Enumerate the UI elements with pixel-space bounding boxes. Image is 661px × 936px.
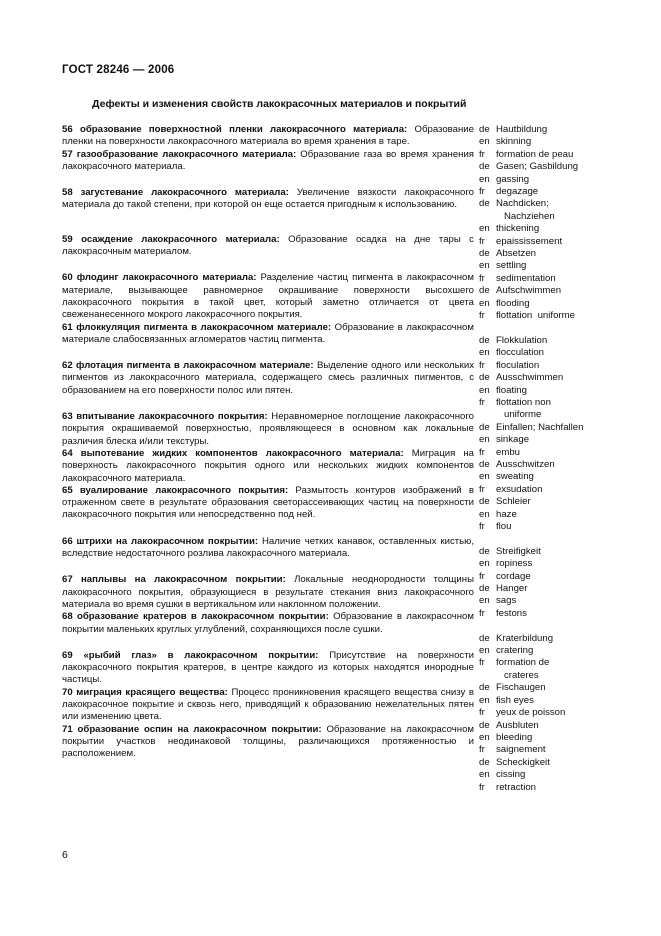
- term-line: [479, 236, 609, 248]
- term-text: Kraterbildung: [496, 632, 554, 644]
- entry-65: [62, 485, 474, 522]
- language-code: de: [479, 496, 490, 508]
- term: 68 образование кратеров в лакокрасочном покрытии:: [62, 611, 329, 623]
- language-code: fr: [479, 272, 485, 284]
- term-line: [479, 260, 609, 272]
- entry-63: [62, 411, 474, 448]
- term-line: [479, 533, 609, 545]
- entry-57: [62, 149, 474, 174]
- term-text: floculation: [496, 359, 540, 371]
- language-code: de: [479, 545, 490, 557]
- term-line: [479, 385, 609, 397]
- language-code: de: [479, 583, 490, 595]
- term: 58 загустевание лакокрасочного материала:: [62, 187, 289, 199]
- term-line: [479, 509, 609, 521]
- language-code: en: [479, 223, 490, 235]
- term-line: [479, 558, 609, 570]
- language-code: en: [479, 434, 490, 446]
- term: 66 штрихи на лакокрасочном покрытии:: [62, 535, 259, 547]
- language-code: fr: [479, 483, 485, 495]
- term-text: formation de peau: [496, 148, 574, 160]
- language-code: fr: [479, 657, 485, 669]
- language-code: fr: [479, 396, 485, 408]
- language-code: de: [479, 719, 490, 731]
- term-text: embu: [496, 446, 520, 458]
- term-line: [479, 571, 609, 583]
- language-code: en: [479, 471, 490, 483]
- term-text: uniforme: [496, 409, 542, 421]
- language-code: fr: [479, 570, 485, 582]
- language-code: de: [479, 458, 490, 470]
- entry-62: [62, 360, 474, 397]
- language-code: fr: [479, 707, 485, 719]
- entry-71: [62, 724, 474, 761]
- language-code: en: [479, 136, 490, 148]
- term-line: [479, 583, 609, 595]
- language-code: de: [479, 124, 490, 135]
- term-text: sweating: [496, 471, 534, 483]
- term-text: formation de: [496, 657, 550, 669]
- entry-58: [62, 187, 474, 212]
- term-text: Fischaugen: [496, 682, 546, 694]
- term-line: [479, 744, 609, 756]
- term-text: flooding: [496, 297, 530, 309]
- term-text: Absetzen: [496, 248, 537, 260]
- term-line: [479, 186, 609, 198]
- term-text: retraction: [496, 781, 536, 793]
- term-line: [479, 471, 609, 483]
- language-code: en: [479, 347, 490, 359]
- term: 59 осаждение лакокрасочного материала:: [62, 233, 280, 245]
- term-text: Schleier: [496, 496, 531, 508]
- term-line: [479, 397, 609, 409]
- definition: Образование в лакокрасочном покрытии маленьких круглых углублений, сохраняющихся после сушки.: [62, 611, 474, 635]
- term-text: haze: [496, 508, 517, 520]
- document-header: ГОСТ 28246 — 2006: [62, 64, 175, 76]
- term-line: [479, 124, 609, 136]
- language-code: de: [479, 682, 490, 694]
- term-text: saignement: [496, 744, 546, 756]
- entry-69: [62, 650, 474, 687]
- term: 65 вуалирование лакокрасочного покрытия:: [62, 484, 289, 496]
- language-code: fr: [479, 607, 485, 619]
- term-text: yeux de poisson: [496, 707, 566, 719]
- language-code: fr: [479, 744, 485, 756]
- term-line: [479, 732, 609, 744]
- entry-64: [62, 448, 474, 485]
- term: 67 наплывы на лакокрасочном покрытии:: [62, 574, 286, 586]
- term-line: [479, 496, 609, 508]
- language-code: de: [479, 632, 490, 644]
- term: 62 флотация пигмента в лакокрасочном материале:: [62, 360, 314, 372]
- term-line: [479, 720, 609, 732]
- term-text: flou: [496, 521, 512, 532]
- term-text: floating: [496, 384, 527, 396]
- term-line: [479, 136, 609, 148]
- entry-56: [62, 124, 474, 149]
- term-line: [479, 273, 609, 285]
- definition: Образование пленки на поверхности лакокрасочного материала во время хранения в таре.: [62, 124, 474, 148]
- term-text: cordage: [496, 570, 531, 582]
- term-text: degazage: [496, 186, 539, 198]
- term: 60 флодинг лакокрасочного материала:: [62, 272, 257, 284]
- language-code: de: [479, 248, 490, 260]
- definition: Образование осадка на дне тары с лакокрасочным материалом.: [62, 233, 474, 258]
- language-code: en: [479, 769, 490, 781]
- entry-60: [62, 272, 474, 321]
- term-line: [479, 149, 609, 161]
- term-text: skinning: [496, 136, 532, 148]
- language-code: en: [479, 297, 490, 309]
- term-text: Nachdicken;: [496, 198, 549, 210]
- term-text: Ausschwitzen: [496, 458, 555, 470]
- definition: Миграция на поверхность лакокрасочного покрытия одного или нескольких жидких компонентов лакокрасочного материала.: [62, 447, 474, 484]
- term-line: [479, 372, 609, 384]
- term-line: [479, 633, 609, 645]
- term-text: exsudation: [496, 483, 543, 495]
- term-line: [479, 285, 609, 297]
- language-code: fr: [479, 781, 485, 793]
- entry-70: [62, 687, 474, 724]
- term-line: [479, 608, 609, 620]
- term-line: [479, 298, 609, 310]
- term-text: Ausbluten: [496, 719, 539, 731]
- term-line: [479, 782, 609, 794]
- term-text: Flokkulation: [496, 334, 548, 346]
- term: 64 выпотевание жидких компонентов лакокрасочного материала:: [62, 447, 404, 459]
- language-code: fr: [479, 148, 485, 160]
- term-text: settling: [496, 260, 527, 272]
- language-code: fr: [479, 359, 485, 371]
- term-text: Aufschwimmen: [496, 285, 562, 297]
- page-number: 6: [62, 849, 68, 861]
- definition: Неравномерное поглощение лакокрасочного покрытия окрашиваемой поверхностью, проявляющееся в основном как локальные различия блеска и/или текстуры.: [62, 411, 474, 447]
- term: 61 флоккуляция пигмента в лакокрасочном материале:: [62, 321, 332, 333]
- term-line: [479, 161, 609, 173]
- language-code: en: [479, 595, 490, 607]
- term-line: [479, 546, 609, 558]
- term-text: sedimentation: [496, 272, 556, 284]
- term-text: Nachziehen: [496, 210, 555, 222]
- term-text: Gasen; Gasbildung: [496, 161, 579, 173]
- term: 56 образование поверхностной пленки лакокрасочного материала:: [62, 124, 408, 135]
- language-code: en: [479, 731, 490, 743]
- term-line: [479, 409, 609, 421]
- entry-61: [62, 322, 474, 347]
- term-line: [479, 323, 609, 335]
- language-code: de: [479, 421, 490, 433]
- definition: Присутствие на поверхности лакокрасочного покрытия кратеров, в центре каждого из которых находятся инородные частицы.: [62, 649, 474, 686]
- definition: Образование газа во время хранения лакокрасочного материала.: [62, 148, 475, 172]
- term-text: Hautbildung: [496, 124, 548, 135]
- term-line: [479, 422, 609, 434]
- term-line: [479, 521, 609, 533]
- term-line: [479, 335, 609, 347]
- term-line: [479, 484, 609, 496]
- entry-67: [62, 574, 474, 611]
- term-line: [479, 198, 609, 210]
- definitions-column: [62, 124, 474, 760]
- term-line: [479, 447, 609, 459]
- term-text: crateres: [496, 669, 539, 681]
- term-text: flottation uniforme: [496, 310, 575, 322]
- language-code: fr: [479, 446, 485, 458]
- term: 70 миграция красящего вещества:: [62, 686, 228, 698]
- term-line: [479, 682, 609, 694]
- term-text: Hanger: [496, 583, 528, 595]
- term: 71 образование оспин на лакокрасочном покрытии:: [62, 723, 322, 735]
- definition: Образование на лакокрасочном покрытии участков неодинаковой толщины, различающихся протяженностью и расположением.: [62, 723, 474, 760]
- term-line: [479, 360, 609, 372]
- language-code: fr: [479, 521, 485, 532]
- definition: Наличие четких канавок, оставленных кистью, вследствие недостаточного розлива лакокрасочного материала.: [62, 535, 475, 560]
- language-code: en: [479, 384, 490, 396]
- entry-66: [62, 536, 474, 561]
- term-line: [479, 757, 609, 769]
- term-text: gassing: [496, 173, 530, 185]
- term-text: flocculation: [496, 347, 544, 359]
- term-line: [479, 211, 609, 223]
- language-code: fr: [479, 235, 485, 247]
- term-text: Ausschwimmen: [496, 372, 564, 384]
- term-line: [479, 434, 609, 446]
- language-code: de: [479, 198, 490, 210]
- definition: Образование в лакокрасочном материале слабосвязанных агломератов частиц пигмента.: [62, 321, 474, 345]
- definition: Размытость контуров изображений в отраженном свете в результате образования светорассеивающих частиц на поверхности лакокрасочного покрытия или непосредственно под ней.: [62, 484, 474, 521]
- term: 63 впитывание лакокрасочного покрытия:: [62, 411, 268, 423]
- term-text: flottation non: [496, 396, 551, 408]
- entry-68: [62, 611, 474, 636]
- term-text: bleeding: [496, 731, 533, 743]
- term-text: ropiness: [496, 558, 533, 570]
- language-code: de: [479, 161, 490, 173]
- language-code: de: [479, 372, 490, 384]
- term-text: Scheckigkeit: [496, 756, 550, 768]
- term-line: [479, 347, 609, 359]
- term: 69 «рыбий глаз» в лакокрасочном покрытии:: [62, 649, 319, 661]
- term-text: cissing: [496, 769, 526, 781]
- term-text: Einfallen; Nachfallen: [496, 421, 584, 433]
- definition: Увеличение вязкости лакокрасочного материала до такой степени, при которой он еще остается пригодным к использованию.: [62, 187, 474, 211]
- language-code: fr: [479, 310, 485, 322]
- term-line: [479, 310, 609, 322]
- section-title: Дефекты и изменения свойств лакокрасочных материалов и покрытий: [92, 98, 467, 110]
- term-text: festons: [496, 607, 527, 619]
- language-code: en: [479, 558, 490, 570]
- term-line: [479, 174, 609, 186]
- term-text: epaississement: [496, 235, 563, 247]
- term-line: [479, 223, 609, 235]
- term-text: Streifigkeit: [496, 545, 541, 557]
- term-text: cratering: [496, 645, 534, 657]
- term-text: sags: [496, 595, 517, 607]
- language-code: en: [479, 508, 490, 520]
- language-code: en: [479, 260, 490, 272]
- language-code: de: [479, 756, 490, 768]
- term-line: [479, 695, 609, 707]
- term-line: [479, 645, 609, 657]
- language-code: fr: [479, 186, 485, 198]
- language-code: en: [479, 694, 490, 706]
- definition: Разделение частиц пигмента в лакокрасочном материале, вызывающее равномерное окрашивание поверхности высохшего лакокрасочного покрытия в такой цвет, который заметно отличается от цвета свеженанесенного мокрого лакокрасочного покрытия.: [62, 272, 474, 321]
- term-line: [479, 657, 609, 669]
- term-line: [479, 595, 609, 607]
- language-code: en: [479, 173, 490, 185]
- term-text: thickening: [496, 223, 540, 235]
- definition: Процесс проникновения красящего вещества снизу в лакокрасочное покрытие и сквозь него, приводящий к образованию нежелательных пятен или изменению цвета.: [62, 686, 474, 723]
- definition: Локальные неоднородности толщины лакокрасочного покрытия, образующиеся в результате стекания вниз лакокрасочного материала во время сушки в вертикальном или наклонном положении.: [62, 574, 474, 610]
- term-line: [479, 459, 609, 471]
- term-line: [479, 707, 609, 719]
- term: 57 газообразование лакокрасочного материала:: [62, 148, 297, 160]
- term-line: [479, 670, 609, 682]
- entry-59: [62, 234, 474, 259]
- language-code: de: [479, 285, 490, 297]
- term-line: [479, 248, 609, 260]
- language-code: en: [479, 645, 490, 657]
- term-text: fish eyes: [496, 694, 534, 706]
- term-text: sinkage: [496, 434, 530, 446]
- term-line: [479, 769, 609, 781]
- language-code: de: [479, 334, 490, 346]
- definition: Выделение одного или нескольких пигментов из лакокрасочного материала, содержащего смесь различных пигментов, с образованием на его поверхности полос или пятен.: [62, 360, 474, 396]
- foreign-terms-column: [479, 124, 609, 794]
- term-line: [479, 620, 609, 632]
